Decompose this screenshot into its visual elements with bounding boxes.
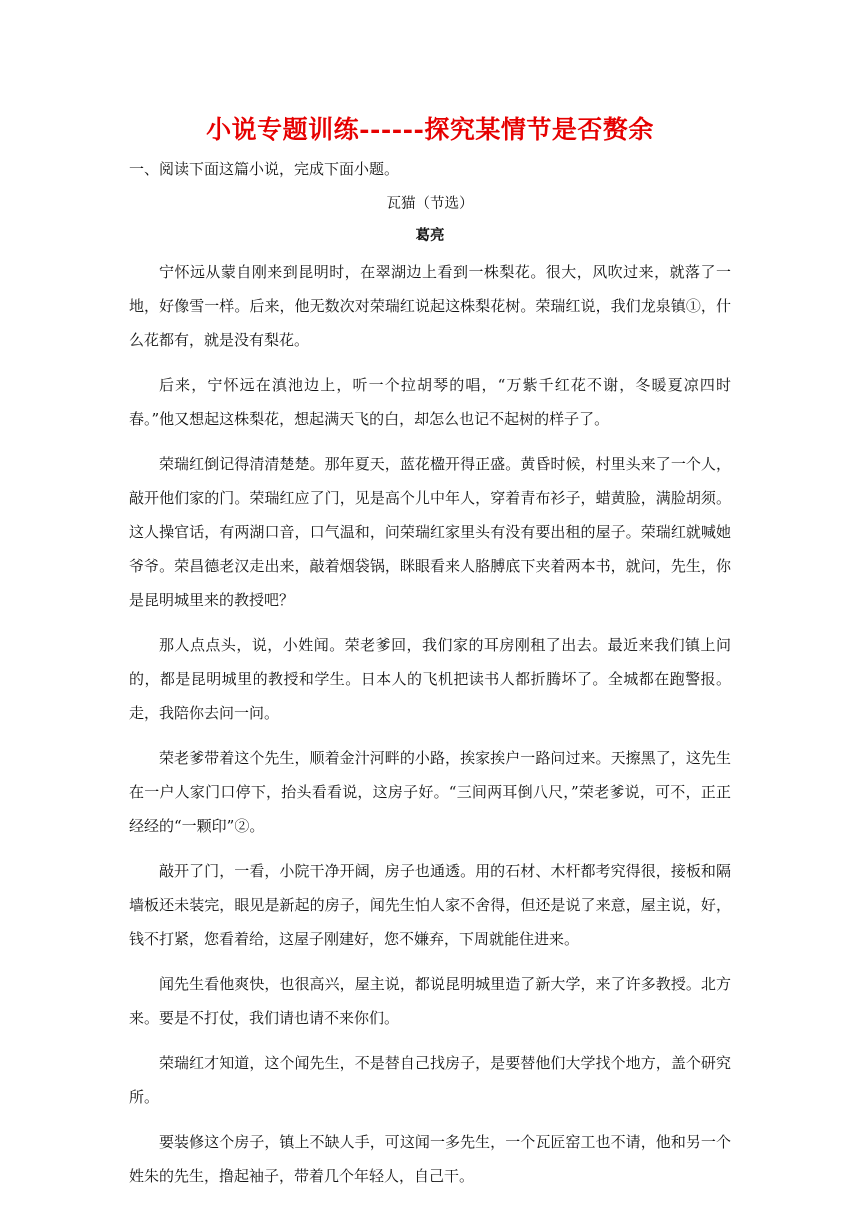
story-paragraph: 宁怀远从蒙自刚来到昆明时，在翠湖边上看到一株梨花。很大，风吹过来，就落了一地，好像雪一样。后来，他无数次对荣瑞红说起这株梨花树。荣瑞红说，我们龙泉镇①，什么花都有，就是没有梨花。 [129,263,731,349]
story-paragraph: 那人点点头，说，小姓闻。荣老爹回，我们家的耳房刚租了出去。最近来我们镇上问的，都是昆明城里的教授和学生。日本人的飞机把读书人都折腾坏了。全城都在跑警报。走，我陪你去问一问。 [129,636,731,722]
story-paragraph: 荣瑞红才知道，这个闻先生，不是替自己找房子，是要替他们大学找个地方，盖个研究所。 [129,1054,731,1106]
story-paragraph: 荣瑞红倒记得清清楚楚。那年夏天，蓝花楹开得正盛。黄昏时候，村里头来了一个人，敲开他们家的门。荣瑞红应了门，见是高个儿中年人，穿着青布衫子，蜡黄脸，满脸胡须。这人操官话，有两湖口音，口气温和，问荣瑞红家里头有没有要出租的屋子。荣瑞红就喊她爷爷。荣昌德老汉走出来，敲着烟袋锅，眯眼看来人胳膊底下夹着两本书，就问，先生，你是昆明城里来的教授吧？ [129,455,731,609]
question-instruction: 一、阅读下面这篇小说，完成下面小题。 [129,160,400,178]
story-paragraph: 后来，宁怀远在滇池边上，听一个拉胡琴的唱，“万紫千红花不谢，冬暖夏凉四时春。”他又想起这株梨花，想起满天飞的白，却怎么也记不起树的样子了。 [129,376,731,428]
story-paragraph: 荣老爹带着这个先生，顺着金汁河畔的小路，挨家挨户一路问过来。天擦黑了，这先生在一户人家门口停下，抬头看看说，这房子好。“三间两耳倒八尺，”荣老爹说，可不，正正经经的“一颗印”②。 [129,749,731,835]
story-paragraph: 要装修这个房子，镇上不缺人手，可这闻一多先生，一个瓦匠窑工也不请，他和另一个姓朱的先生，撸起袖子，带着几个年轻人，自己干。 [129,1133,731,1185]
story-body [129,255,731,1204]
story-paragraph: 敲开了门，一看，小院干净开阔，房子也通透。用的石材、木杆都考究得很，接板和隔墙板还未装完，眼见是新起的房子，闻先生怕人家不舍得，但还是说了来意，屋主说，好，钱不打紧，您看着给，这屋子刚建好，您不嫌弃，下周就能住进来。 [129,862,731,948]
story-paragraph: 闻先生看他爽快，也很高兴，屋主说，都说昆明城里造了新大学，来了许多教授。北方来。要是不打仗，我们请也请不来你们。 [129,975,731,1027]
story-title: 瓦猫（节选） [386,196,474,212]
document-title: 小说专题训练------探究某情节是否赘余 [206,115,654,144]
story-author: 葛亮 [415,227,445,244]
